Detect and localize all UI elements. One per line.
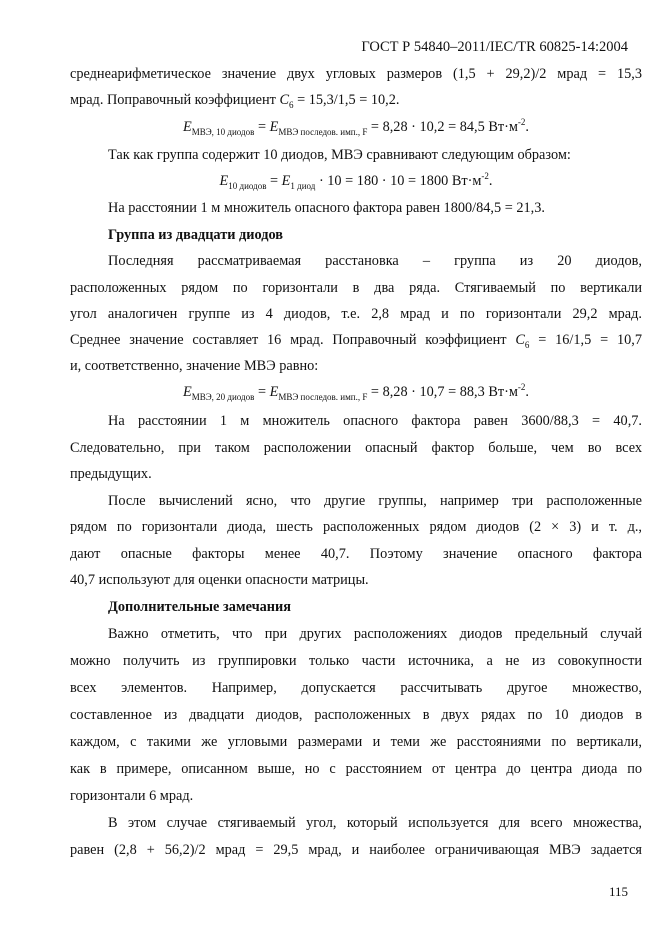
text-line: составленное из двадцати диодов, расположенных в двух рядах по 10 диодов в xyxy=(70,707,642,723)
text-line: равен (2,8 + 56,2)/2 мрад = 29,5 мрад, и наиболее ограничивающая МВЭ задается xyxy=(70,842,642,858)
text-line: Последняя рассматриваемая расстановка – группа из 20 диодов, xyxy=(108,253,642,269)
text-line: рядом по горизонтали диода, шесть расположенных рядом диодов (2 × 3) и т. д., xyxy=(70,519,642,535)
text-line: В этом случае стягиваемый угол, который используется для всего множества, xyxy=(108,815,642,831)
text-line: 40,7 используют для оценки опасности матрицы. xyxy=(70,572,369,588)
text-line: Следовательно, при таком расположении опасный фактор больше, чем во всех xyxy=(70,440,642,456)
text-line: После вычислений ясно, что другие группы, например три расположенные xyxy=(108,493,642,509)
text-line: Так как группа содержит 10 диодов, МВЭ сравнивают следующим образом: xyxy=(108,147,571,163)
text-line: и, соответственно, значение МВЭ равно: xyxy=(70,358,319,374)
text-line: всех элементов. Например, допускается рассчитывать другое множество, xyxy=(70,680,642,696)
text-line: мрад. Поправочный коэффициент $C_6 = 15,3/1,5 = 10,2$. xyxy=(70,92,400,110)
text-line: среднеарифметическое значение двух угловых размеров (1,5 + 29,2)/2 мрад = 15,3 xyxy=(70,66,642,82)
formula-1: $E_{МВЭ, 10 диодов} = E_{МВЭ последов. имп., F} = 8,28 \cdot 10,2 = 84,5$ $Вт\cdot м^{-2}$. xyxy=(182,117,529,137)
formula-2: $E_{10 диодов} = E_{1 диод} \cdot 10 = 180 \cdot 10 = 1800$ $Вт\cdot м^{-2}$. xyxy=(219,171,493,191)
document-header: ГОСТ Р 54840–2011/IEC/TR 60825-14:2004 xyxy=(361,39,628,55)
text-line: На расстоянии 1 м множитель опасного фактора равен 3600/88,3 = 40,7. xyxy=(108,413,642,429)
section-heading: Группа из двадцати диодов xyxy=(108,227,283,243)
text-line: как в примере, описанном выше, но с расстоянием от центра до центра диода по xyxy=(70,761,642,777)
page-number: 115 xyxy=(608,884,628,899)
text-line: предыдущих. xyxy=(70,466,152,482)
text-line: На расстоянии 1 м множитель опасного фактора равен 1800/84,5 = 21,3. xyxy=(108,200,545,216)
section-heading: Дополнительные замечания xyxy=(108,599,291,615)
formula-3: $E_{МВЭ, 20 диодов} = E_{МВЭ последов. имп., F} = 8,28 \cdot 10,7 = 88,3$ $Вт\cdot м^{-2}$. xyxy=(182,382,529,402)
text-line: угол аналогичен группе из 4 диодов, т.е. 2,8 мрад и по горизонтали 29,2 мрад. xyxy=(70,306,642,322)
text-line: каждом, с такими же угловыми размерами и теми же расстояниями по вертикали, xyxy=(70,734,642,750)
text-line: можно получить из группировки только части источника, а не из совокупности xyxy=(70,653,642,669)
text-line: Среднее значение составляет 16 мрад. Поправочный коэффициент $C_6 = 16/1,5 = 10,7$ xyxy=(70,332,642,350)
text-line: горизонтали 6 мрад. xyxy=(70,788,194,804)
text-line: Важно отметить, что при других расположениях диодов предельный случай xyxy=(108,626,642,642)
text-line: расположенных рядом по горизонтали в два ряда. Стягиваемый по вертикали xyxy=(70,280,642,296)
text-line: дают опасные факторы менее 40,7. Поэтому значение опасного фактора xyxy=(70,546,642,562)
